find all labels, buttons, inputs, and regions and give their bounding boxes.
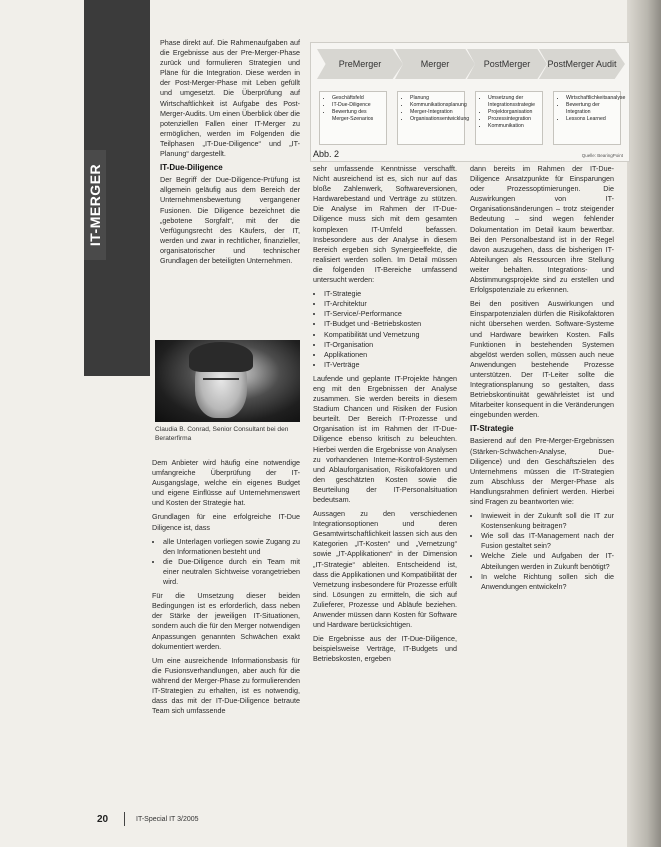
list-item: • Bewertung des Merger-Szenarios xyxy=(332,109,383,123)
list-item: • Prozessintegration xyxy=(488,116,539,123)
publication-name: IT-Special IT 3/2005 xyxy=(136,816,199,823)
column-1-top xyxy=(160,38,300,270)
list-item: • Welche Ziele und Aufgaben der IT-Abteilungen werden in Zukunft benötigt? xyxy=(481,551,614,571)
photo-caption: Claudia B. Conrad, Senior Consultant bei den Beraterfirma xyxy=(155,426,289,442)
page-number: 20 xyxy=(97,814,109,825)
list-item: • Geschäftsfeld xyxy=(332,95,383,102)
paragraph: Für die Umsetzung dieser beiden Bedingungen ist es erforderlich, dass neben der Stärke der jeweiligen IT-Situationen, sondern auch die für den Merger notwendigen Anpassungen genannten Schwächen exakt dokumentiert werden. xyxy=(152,591,300,651)
figure-label: Abb. 2 xyxy=(313,149,340,159)
section-heading: IT-Due-Diligence xyxy=(160,163,223,173)
section-heading: IT-Strategie xyxy=(470,424,514,434)
list-item: • IT-Architektur xyxy=(324,299,457,309)
list-item: • Organisationsentwicklung xyxy=(410,116,461,123)
list-item: • Bewertung der Integration xyxy=(566,102,617,116)
list-item: • In welche Richtung sollen sich die Anwendungen entwickeln? xyxy=(481,572,614,592)
section-label xyxy=(84,150,106,260)
paragraph: Bei den positiven Auswirkungen und Einsparpotenzialen dürfen die Risikofaktoren nicht übersehen werden. Software-Systeme und Hardware bewirken Kosten. Falls Funktionen in bestehenden Systemen abgelöst werden sollen, müssen auch neue Anwendungen bestehende Prozesse unterstützen. Der IT-Leiter sollte die Integrationsplanung so gestalten, dass Betriebskontinuität gewährleistet ist und Mitarbeiter konsequent in die Veränderungen eingebunden werden. xyxy=(470,299,614,420)
section-label-text: IT-MERGER xyxy=(87,163,103,247)
paragraph: Laufende und geplante IT-Projekte hängen eng mit den Ergebnissen der Analyse zusammen. Sie werden bereits in diesem Stadium Chancen und Risiken der Fusion beurteilt. Der Bereich IT-Prozesse und Organisation ist im Rahmen der IT-Due-Diligence ebenso kritisch zu beleuchten. Hierbei werden die Ergebnisse von Analysen zu vorhandenen Interne-Kontroll-Systemen und Ablauforganisation, Risikofaktoren und den geschätzten Kosten sowie die Beurteilung der IT-Personalsituation bedeutsam. xyxy=(313,373,457,504)
bullet-list xyxy=(152,537,300,587)
footer-divider xyxy=(124,812,125,826)
list-item: • IT-Organisation xyxy=(324,340,457,350)
list-item: • Projektorganisation xyxy=(488,109,539,116)
phase-merger: Merger xyxy=(420,59,450,69)
list-item: • Kommunikation xyxy=(488,123,539,130)
figure-source: Quelle: BearingPoint xyxy=(581,153,623,158)
list-item: • die Due-Diligence durch ein Team mit einer neutralen Sichtweise vorangetrieben wird. xyxy=(163,557,300,587)
list-item: • Wirtschaftlichkeitsanalyse xyxy=(566,95,617,102)
paragraph: Phase direkt auf. Die Rahmenaufgaben auf die Ergebnisse aus der Pre-Merger-Phase zurück und formulieren Strategien und Pläne für die Integration. Diese werden in der Post-Merger-Phase mit Leben gefüllt und umgesetzt. Die Überprüfung auf Wirtschaftlichkeit ist Aufgabe des Post-Merger-Audits. Um einen Überblick über die potenziellen Fallen einer IT-Merger zu ermöglichen, werden im Folgenden die Teilphasen „IT-Due-Diligence“ und „IT-Planung“ dargestellt. xyxy=(160,38,300,159)
list-item: • IT-Due-Diligence xyxy=(332,102,383,109)
list-item: • Applikationen xyxy=(324,350,457,360)
phase-postmerger-audit: PostMerger Audit xyxy=(547,59,617,69)
phase-detail-box xyxy=(475,91,543,145)
list-item: • Kompatibilität und Vernetzung xyxy=(324,330,457,340)
list-item: • alle Unterlagen vorliegen sowie Zugang zu den Informationen besteht und xyxy=(163,537,300,557)
paragraph: Die Ergebnisse aus der IT-Due-Diligence, beispielsweise Verträge, IT-Budgets und Betriebskosten, ergeben xyxy=(313,634,457,664)
column-2 xyxy=(313,164,457,669)
paragraph: Grundlagen für eine erfolgreiche IT-Due Diligence ist, dass xyxy=(152,512,300,532)
paragraph: Dem Anbieter wird häufig eine notwendige umfangreiche Überprüfung der IT-Ausgangslage, welche ein eigenes Budget und eigene Einflüsse auf Unternehmenswert und Kosten der Strategie hat. xyxy=(152,458,300,508)
list-item: • Inwieweit in der Zukunft soll die IT zur Kostensenkung beitragen? xyxy=(481,511,614,531)
column-1-bottom xyxy=(152,458,300,720)
author-hair xyxy=(189,342,253,372)
paragraph: Basierend auf den Pre-Merger-Ergebnissen (Stärken-Schwächen-Analyse, Due-Diligence) und den Geschäftszielen des Unternehmens müssen die IT-Strategien zum Abschluss der Merger-Phase als Handlungsrahmen definiert werden. Hierbei sind Fragen zu beantworten wie: xyxy=(470,436,614,506)
list-item: • Kommunikationsplanung xyxy=(410,102,461,109)
bullet-list xyxy=(313,289,457,370)
paragraph: Um eine ausreichende Informationsbasis für die Fusionsverhandlungen, aber auch für die während der Merger-Phase zu formulierenden IT-Strategien zu erhalten, ist es notwendig, dass das mit der IT-Due-Diligence betraute Team sich umfassende xyxy=(152,655,300,716)
paragraph: Der Begriff der Due-Diligence-Prüfung ist allgemein geläufig aus dem Bereich der Unternehmensbewertung vergangener Fusionen. Die Diligence bezeichnet die „gebotene Sorgfalt“, mit der die Verfügungsrecht des Käufers, der IT, werden und zwar in rechtlicher, finanzieller, organisatorischer und technischer Grundlagen der beteiligten Unternehmen. xyxy=(160,175,300,265)
list-item: • IT-Service/-Performance xyxy=(324,309,457,319)
phase-premerger: PreMerger xyxy=(338,59,382,69)
paragraph: sehr umfassende Kenntnisse verschafft. Nicht ausreichend ist es, sich nur auf das bloße Zahlenwerk, Softwareversionen, Hardwarebestand und Verträge zu stützen. Die Analyse im Rahmen der IT-Due-Diligence muss sich mit dem gesamten komplexen IT-Umfeld befassen. Insbesondere aus der Analyse in diesem Bereich ergeben sich Synergieeffekte, die realisiert werden sollen. Im Detail müssen die folgenden IT-Bereiche umfassend untersucht werden: xyxy=(313,164,457,285)
author-glasses xyxy=(203,378,239,388)
merger-phases-figure xyxy=(310,42,630,162)
list-item: • Merger-Integration xyxy=(410,109,461,116)
author-photo xyxy=(155,340,300,422)
phase-detail-box xyxy=(319,91,387,145)
list-item: • Planung xyxy=(410,95,461,102)
paragraph: Aussagen zu den verschiedenen Integrationsoptionen und deren Gesamtwirtschaftlichkeit lassen sich aus den Kategorien „IT-Kosten“ und „Vernetzung“ sowie „IT-Applikationen“ in der Dimension „IT-Strategie“ ableiten. Entscheidend ist, dass die Applikationen und Kompatibilität der Vernetzung insbesondere für Prozesse erfüllt sind. Lösungen zu ermitteln, die sich auf Zulieferer, Prozesse und Abläufe beziehen. Anwender müssen dann Kosten für Software und Hardware berücksichtigen. xyxy=(313,509,457,630)
list-item: • Umsetzung der Integrationsstrategie xyxy=(488,95,539,109)
phase-detail-box xyxy=(553,91,626,145)
column-3 xyxy=(470,164,614,596)
list-item: • Lessons Learned xyxy=(566,116,617,123)
list-item: • Wie soll das IT-Management nach der Fusion gestaltet sein? xyxy=(481,531,614,551)
list-item: • IT-Strategie xyxy=(324,289,457,299)
list-item: • IT-Budget und -Betriebskosten xyxy=(324,319,457,329)
phase-detail-box xyxy=(397,91,470,145)
bullet-list xyxy=(470,511,614,592)
paragraph: dann bereits im Rahmen der IT-Due-Diligence Ansatzpunkte für Einsparungen oder Prozessoptimierungen. Die Auswirkungen von IT-Organisationsänderungen – trotz steigender Bedeutung – sind wegen fehlender Dokumentation im Detail kaum bewertbar. Bei den Personalbestand ist in der Regel davon auszugehen, dass die bisherigen IT-Abteilungen als Ressourcen ihre Stellung weiter behalten. Integrations- und Abstimmungsprojekte sind zu erstellen und Erfolgspotenziale zu erkennen. xyxy=(470,164,614,295)
list-item: • IT-Verträge xyxy=(324,360,457,370)
phase-postmerger: PostMerger xyxy=(483,59,531,69)
page-gutter-shadow xyxy=(627,0,661,847)
